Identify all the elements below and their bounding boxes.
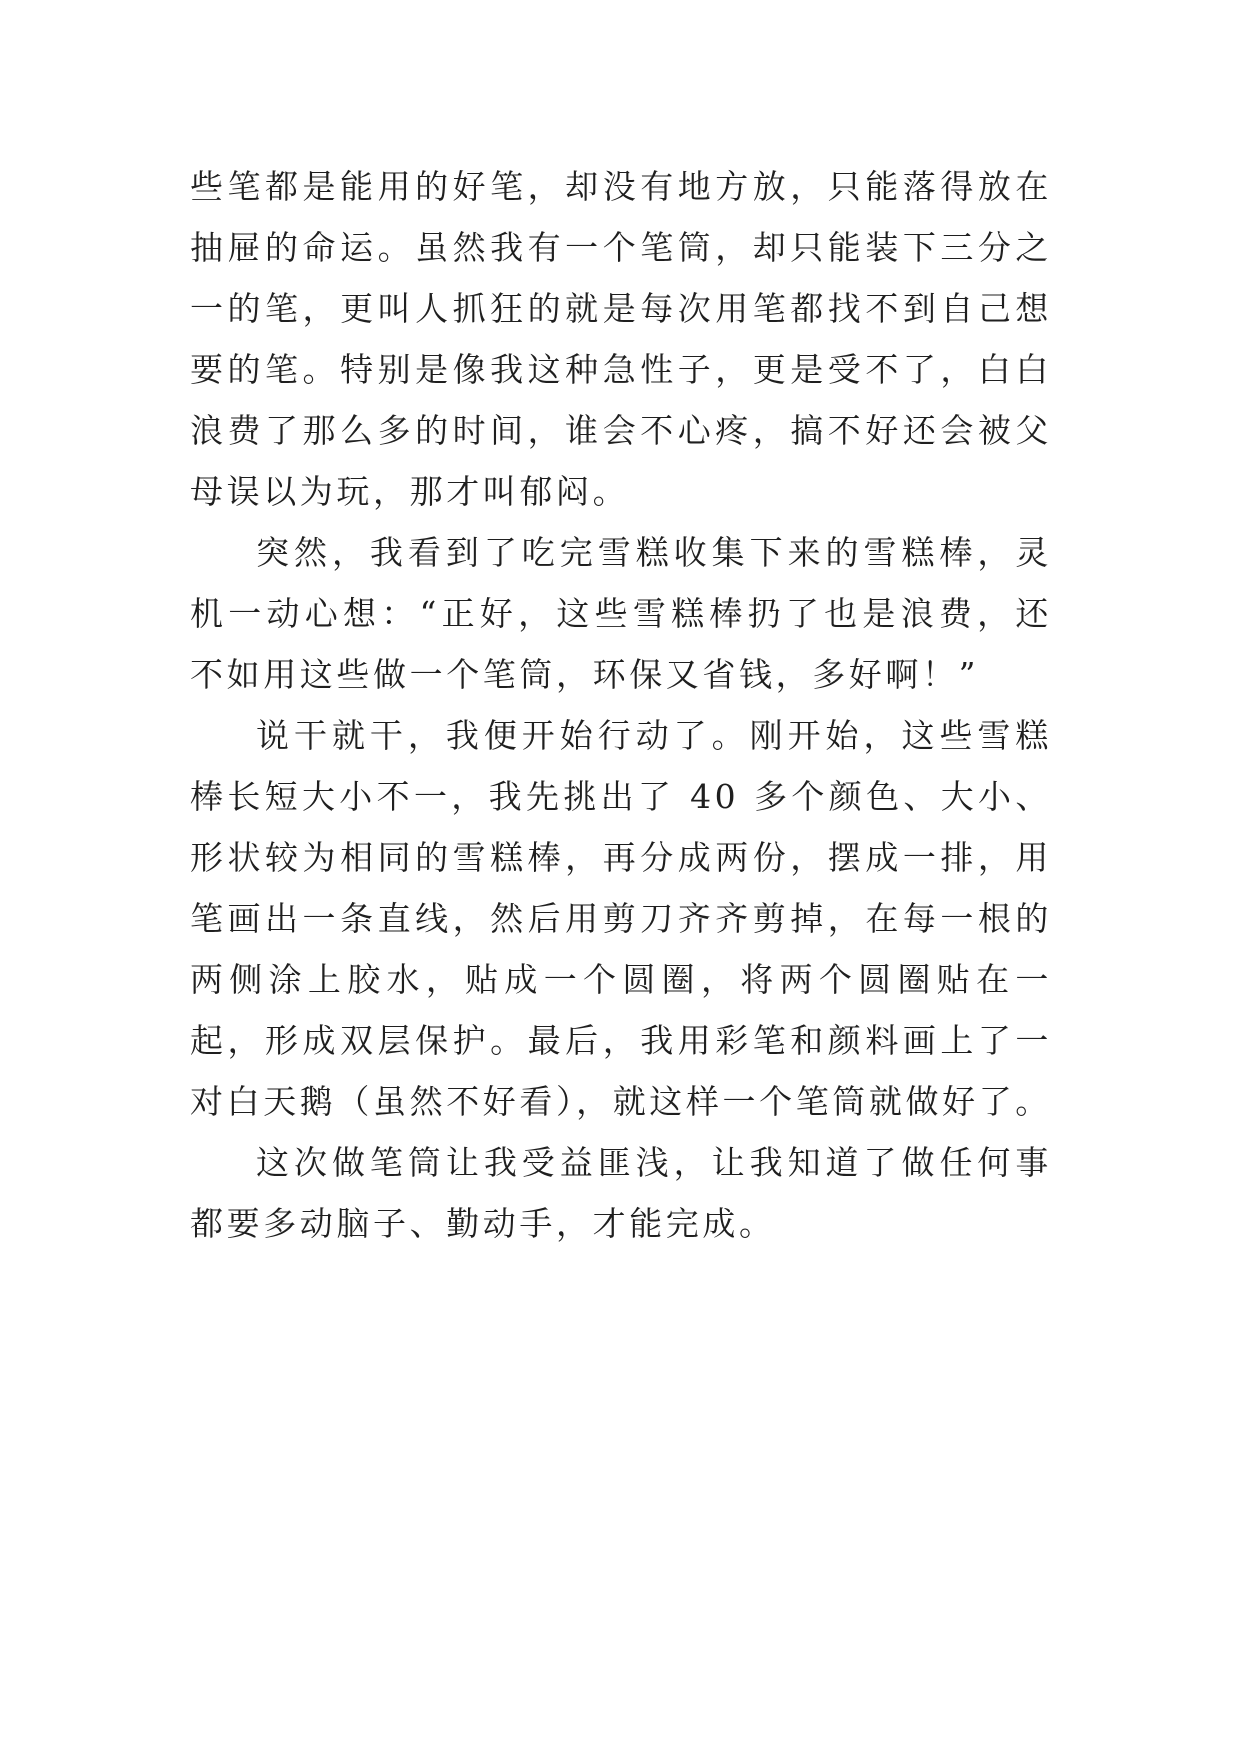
paragraph-continued: 些笔都是能用的好笔，却没有地方放，只能落得放在抽屉的命运。虽然我有一个笔筒，却只能装下三分之一的笔，更叫人抓狂的就是每次用笔都找不到自己想要的笔。特别是像我这种急性子，更是受不了，白白浪费了那么多的时间，谁会不心疼，搞不好还会被父母误以为玩，那才叫郁闷。 [190,167,1052,511]
paragraph-idea: 突然，我看到了吃完雪糕收集下来的雪糕棒，灵机一动心想：“正好，这些雪糕棒扔了也是浪费，还不如用这些做一个笔筒，环保又省钱，多好啊！” [190,533,1052,694]
paragraph-making-process: 说干就干，我便开始行动了。刚开始，这些雪糕棒长短大小不一，我先挑出了 40 多个颜色、大小、形状较为相同的雪糕棒，再分成两份，摆成一排，用笔画出一条直线，然后用剪刀齐齐剪掉，在每一根的两侧涂上胶水，贴成一个圆圈，将两个圆圈贴在一起，形成双层保护。最后，我用彩笔和颜料画上了一对白天鹅（虽然不好看），就这样一个笔筒就做好了。 [190,716,1052,1121]
document-body [190,156,1052,1254]
paragraph-conclusion: 这次做笔筒让我受益匪浅，让我知道了做任何事都要多动脑子、勤动手，才能完成。 [190,1143,1052,1243]
